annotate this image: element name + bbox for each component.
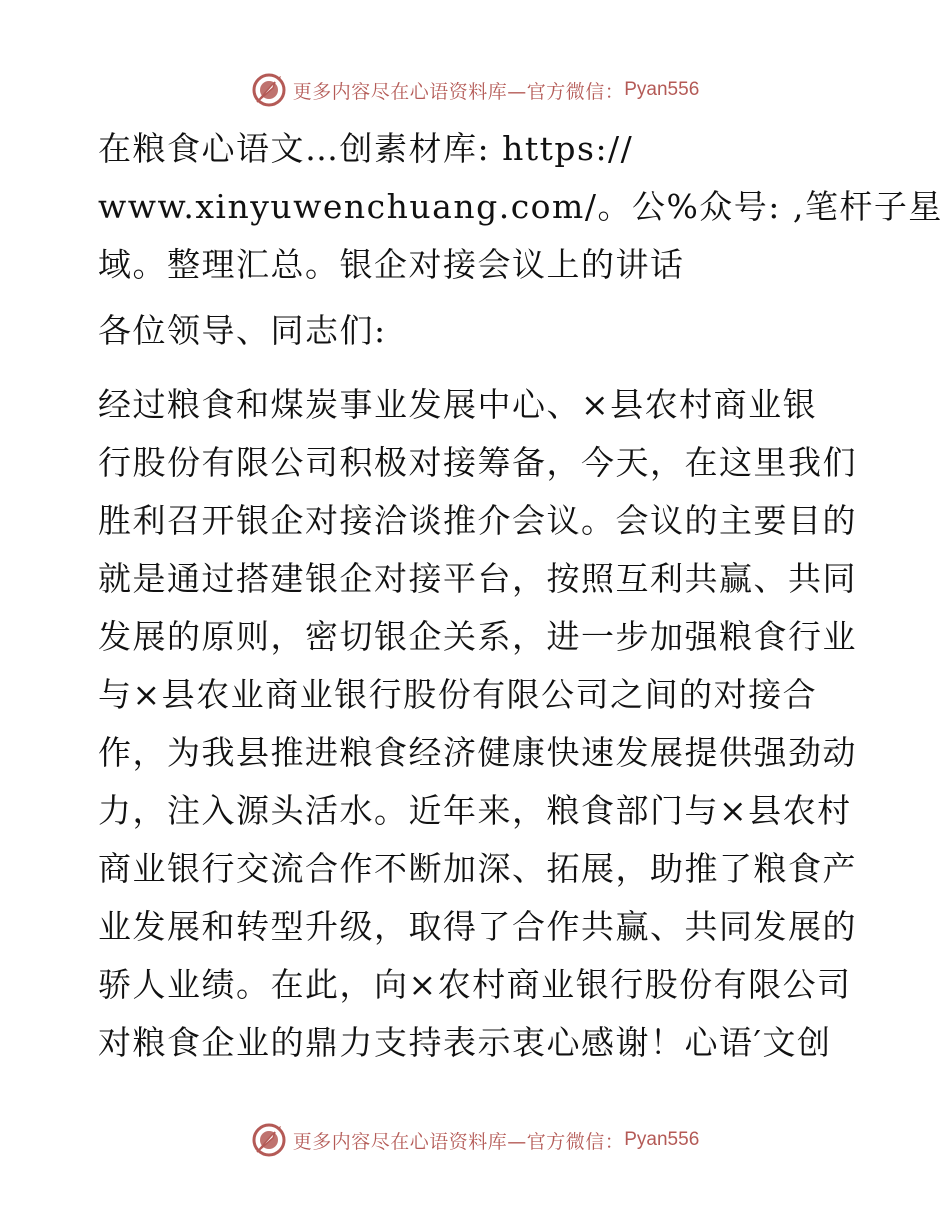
main-line: 商业银行交流合作不断加深、拓展，助推了粮食产: [98, 849, 857, 888]
main-line: 对粮食企业的鼎力支持表示衷心感谢！心语′文创: [98, 1023, 832, 1062]
main-line: 作，为我县推进粮食经济健康快速发展提供强劲动: [98, 733, 857, 772]
main-line: 骄人业绩。在此，向×农村商业银行股份有限公司: [98, 965, 852, 1004]
main-line: 行股份有限公司积极对接筹备，今天，在这里我们: [98, 443, 857, 482]
footer-contact-id: Pyan556: [624, 1129, 700, 1150]
document-body: [98, 120, 943, 1072]
footer-watermark: [0, 1118, 950, 1162]
main-line: 经过粮食和煤炭事业发展中心、×县农村商业银: [98, 385, 818, 424]
main-line: 发展的原则，密切银企关系，进一步加强粮食行业: [98, 617, 857, 656]
header-contact-id: Pyan556: [624, 79, 700, 100]
main-line: 与×县农业商业银行股份有限公司之间的对接合: [98, 675, 818, 714]
header-watermark: [0, 68, 950, 112]
intro-line: 在粮食心语文…创素材库: https://: [98, 129, 634, 168]
intro-line: www.xinyuwenchuang.com/。公%众号: ,笔杆子星: [98, 187, 943, 226]
greeting: 各位领导、同志们:: [98, 311, 387, 350]
intro-paragraph: [98, 120, 943, 294]
quill-circle-logo-icon: [251, 72, 287, 108]
footer-watermark-text: 更多内容尽在心语资料库—官方微信：: [292, 1130, 625, 1153]
quill-circle-logo-icon: [251, 1122, 287, 1158]
intro-line: 域。整理汇总。银企对接会议上的讲话: [98, 245, 685, 284]
main-line: 业发展和转型升级，取得了合作共赢、共同发展的: [98, 907, 857, 946]
header-watermark-text: 更多内容尽在心语资料库—官方微信：: [292, 80, 625, 103]
main-paragraph: [98, 376, 857, 1072]
main-line: 力，注入源头活水。近年来，粮食部门与×县农村: [98, 791, 852, 830]
main-line: 胜利召开银企对接洽谈推介会议。会议的主要目的: [98, 501, 857, 540]
main-line: 就是通过搭建银企对接平台，按照互利共赢、共同: [98, 559, 857, 598]
